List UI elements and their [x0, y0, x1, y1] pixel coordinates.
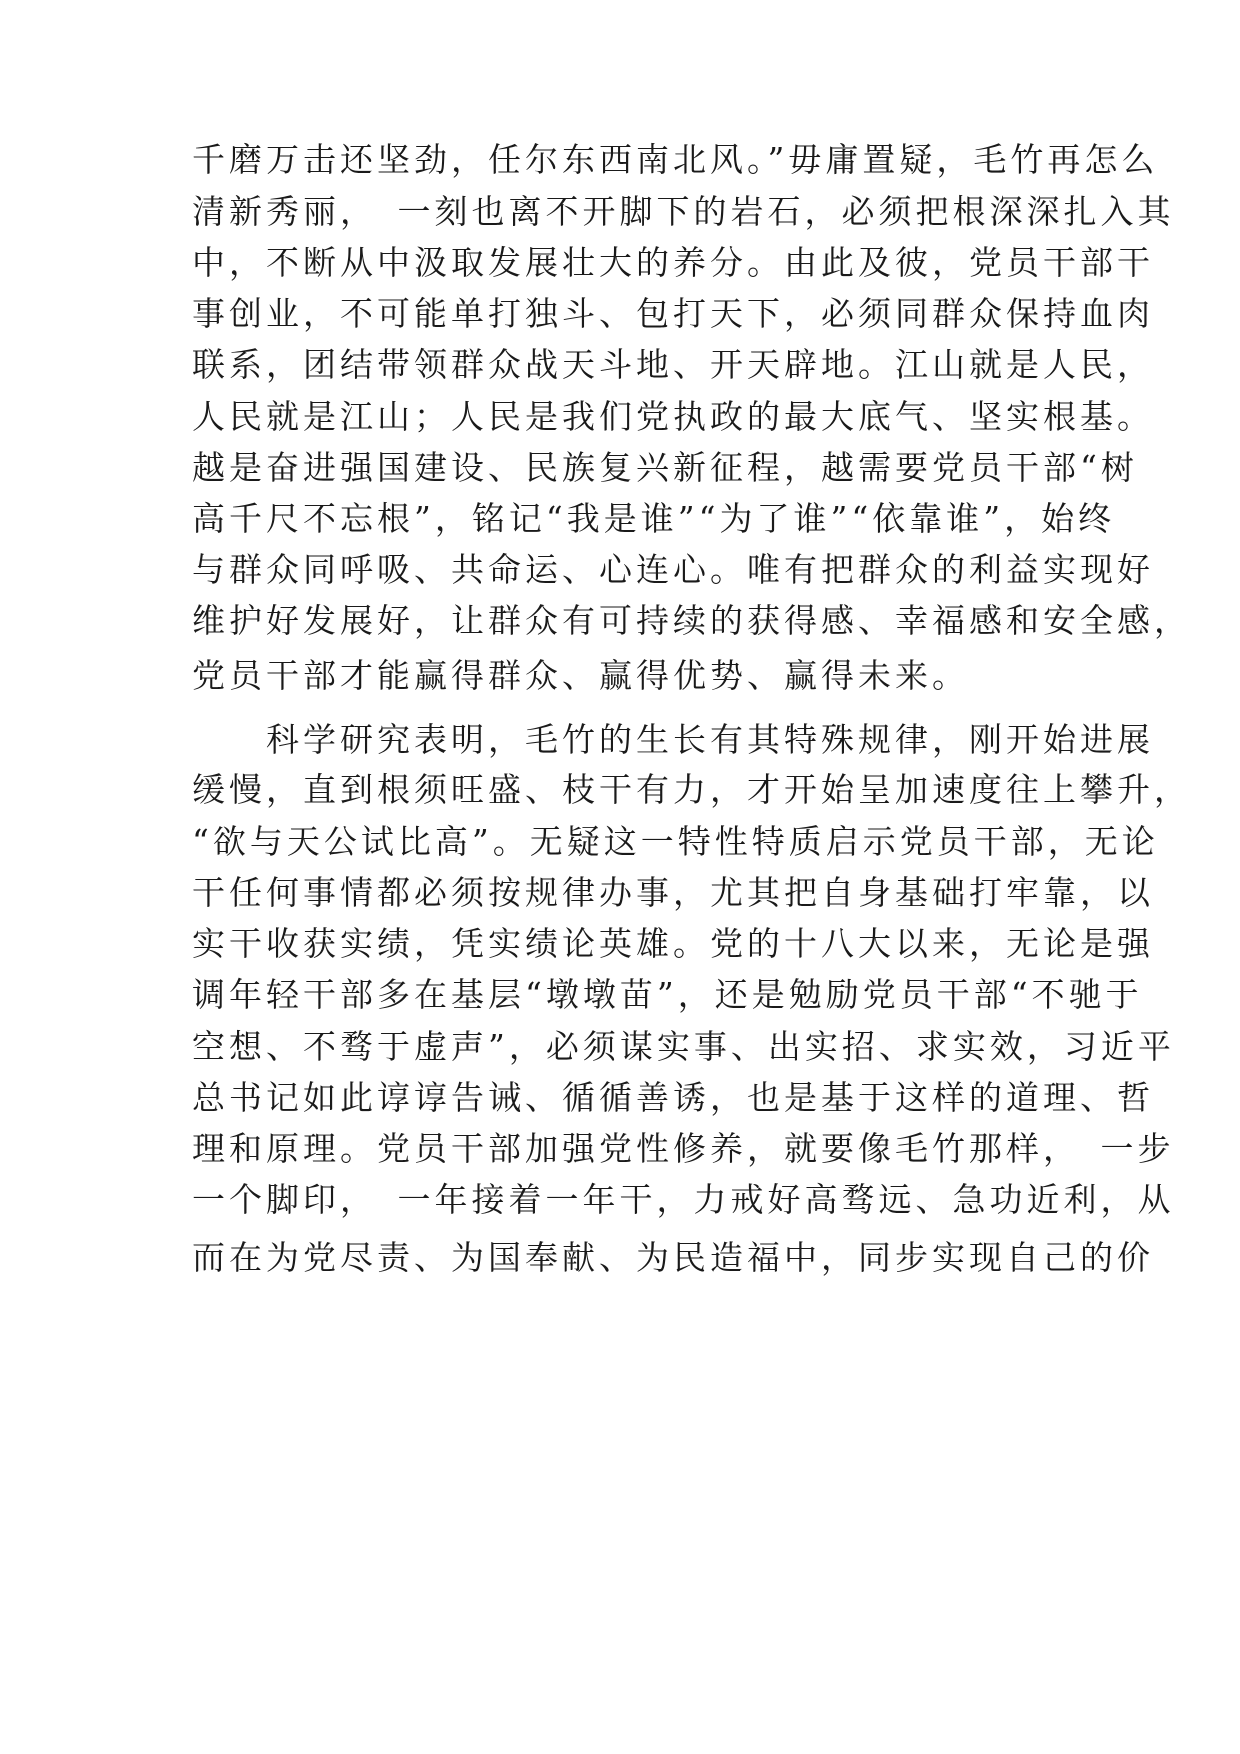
paragraph-1-line-11: 党员干部才能赢得群众、赢得优势、赢得未来。 [192, 656, 969, 695]
paragraph-1-line-1: 千磨万击还坚劲，任尔东西南北风。”毋庸置疑，毛竹再怎么 [192, 140, 1159, 179]
paragraph-1-line-9: 与群众同呼吸、共命运、心连心。唯有把群众的利益实现好 [192, 550, 1154, 589]
paragraph-2-line-9: 理和原理。党员干部加强党性修养，就要像毛竹那样， 一步 [192, 1129, 1175, 1168]
paragraph-1-line-5: 联系，团结带领群众战天斗地、开天辟地。江山就是人民， [192, 345, 1154, 384]
paragraph-2-line-8: 总书记如此谆谆告诫、循循善诱，也是基于这样的道理、哲 [192, 1078, 1154, 1117]
paragraph-2-line-5: 实干收获实绩，凭实绩论英雄。党的十八大以来，无论是强 [192, 924, 1154, 963]
paragraph-1-line-10: 维护好发展好，让群众有可持续的获得感、幸福感和安全感， [192, 601, 1191, 640]
paragraph-1-line-6: 人民就是江山；人民是我们党执政的最大底气、坚实根基。 [192, 397, 1154, 436]
paragraph-2-line-6: 调年轻干部多在基层“墩墩苗”，还是勉励党员干部“不驰于 [192, 975, 1143, 1014]
paragraph-2-line-10: 一个脚印， 一年接着一年干，力戒好高骛远、急功近利，从 [192, 1180, 1175, 1219]
paragraph-1-line-7: 越是奋进强国建设、民族复兴新征程，越需要党员干部“树 [192, 448, 1138, 487]
paragraph-2-line-7: 空想、不骛于虚声”，必须谋实事、出实招、求实效，习近平 [192, 1027, 1175, 1066]
paragraph-1-line-4: 事创业，不可能单打独斗、包打天下，必须同群众保持血肉 [192, 294, 1154, 333]
paragraph-2-line-4: 干任何事情都必须按规律办事，尤其把自身基础打牢靠，以 [192, 873, 1154, 912]
paragraph-2-line-11: 而在为党尽责、为国奉献、为民造福中，同步实现自己的价 [192, 1238, 1154, 1277]
paragraph-2-line-2: 缓慢，直到根须旺盛、枝干有力，才开始呈加速度往上攀升， [192, 770, 1191, 809]
paragraph-2-line-3: “欲与天公试比高”。无疑这一特性特质启示党员干部，无论 [192, 822, 1159, 861]
paragraph-1-line-8: 高千尺不忘根”，铭记“我是谁”“为了谁”“依靠谁”，始终 [192, 499, 1116, 538]
paragraph-2-line-1: 科学研究表明，毛竹的生长有其特殊规律，刚开始进展 [192, 720, 1154, 759]
paragraph-1-line-3: 中，不断从中汲取发展壮大的养分。由此及彼，党员干部干 [192, 243, 1154, 282]
paragraph-1-line-2: 清新秀丽， 一刻也离不开脚下的岩石，必须把根深深扎入其 [192, 192, 1175, 231]
